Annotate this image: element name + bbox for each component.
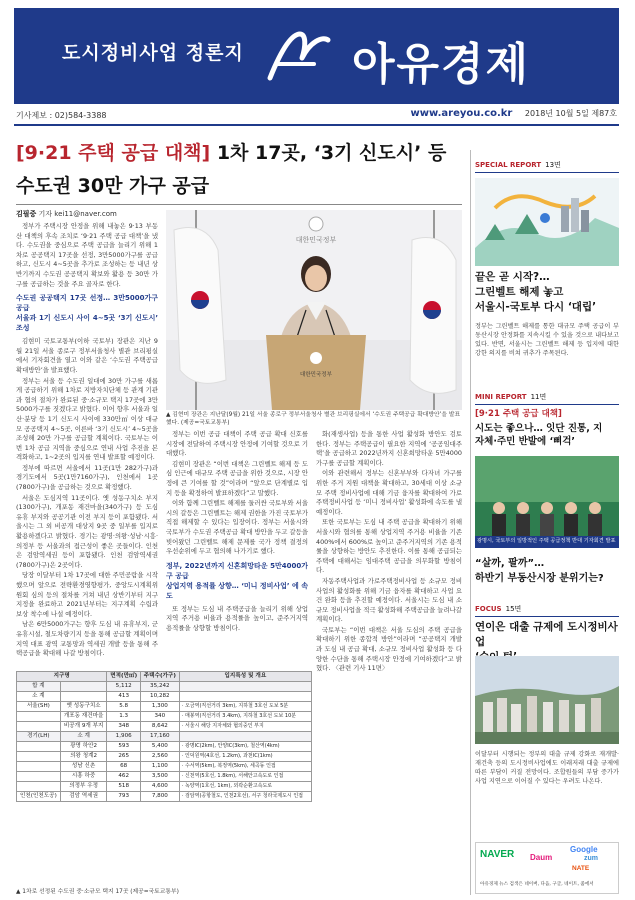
table-note-cell: · 수서역(5km), 복정역(5km), 세곡동 인접 (179, 762, 311, 772)
table-cell: 시흥 하중 (60, 772, 107, 782)
briefing-photo-illustration (166, 210, 462, 410)
table-caption: ▲ 1차로 선정된 수도권 중·소규모 택지 17곳 (제공=국토교통부) (16, 889, 179, 895)
article-paragraph: 김현미 국토교통부(이하 국토부) 장관은 지난 9월 21일 서울 종로구 정부서울청사 별관 브리핑실에서 기자회견을 열고 이와 같은 ‘수도권 주택공급 확대방안’을 발표했다. (16, 337, 158, 374)
table-cell: 413 (107, 692, 140, 702)
table-cell: 265 (107, 752, 140, 762)
mini-report-headline (475, 408, 619, 449)
table-cell: 5,112 (107, 682, 140, 692)
table-row (17, 702, 312, 712)
site-url[interactable]: www.areyou.co.kr (410, 108, 513, 119)
tip-phone: 기사제보 : 02)584-3388 (16, 111, 107, 120)
mini-report-headline-line: 자체·주민 반발에 ‘삐걱’ (475, 436, 576, 447)
reporter-contact: 기자 kei11@naver.com (36, 210, 117, 218)
masthead-rule (14, 124, 619, 126)
article-subhead-line: 수도권 공공택지 17곳 선정… 3만5000가구 공급 (16, 294, 158, 313)
table-row (17, 762, 312, 772)
table-cell: 1,300 (140, 702, 179, 712)
table-cell: 의정부 우정 (60, 782, 107, 792)
table-cell: 7,800 (140, 792, 179, 802)
table-note-cell (179, 682, 311, 692)
headline-tag: [9·21 주택 공급 대책] (16, 142, 211, 164)
focus-rule (475, 616, 619, 617)
table-note-cell: · 광명IC(2km), 안양IC(3km), 철산역(4km) (179, 742, 311, 752)
naver-logo: NAVER (480, 849, 515, 860)
table-note-cell (179, 692, 311, 702)
table-cell (17, 712, 61, 722)
special-report-headline-line: 끝은 곧 시작?… (475, 271, 550, 283)
headline-rule (16, 204, 462, 205)
headline-line2: 수도권 30만 가구 공급 (16, 175, 210, 197)
article-paragraph: 또 정부는 도심 내 주택공급을 늘리기 위해 상업지역 주거용 비율과 용적률을 높이고, 준주거지역 용적률을 상향할 방침이다. (166, 604, 308, 632)
article-paragraph: 또한 국토부는 도심 내 주택 공급을 확대하기 위해 서울시와 협의를 통해 상업지역 주거용 비율을 기존 400%에서 600%로 높이고 준주거지역의 기존 용적률을 상향하는 방안도 추진한다. 이를 통해 공급되는 주택에 대해서는 임대주택 공급을 의무화할 방침이다. (316, 518, 462, 575)
table-header: 면적(만㎡) (107, 672, 140, 682)
masthead (14, 8, 619, 104)
table-cell: 4,600 (140, 782, 179, 792)
table-cell: 793 (107, 792, 140, 802)
mini-report-headline-line: 시도는 좋으나… 잇단 진통, 지 (475, 422, 603, 434)
table-cell: 518 (107, 782, 140, 792)
table-cell: 의왕 청계2 (60, 752, 107, 762)
table-cell: 10,282 (140, 692, 179, 702)
table-cell: 개포동 재건마을 (60, 712, 107, 722)
table-note-cell: · 녹양역(1호선, 1km), 외곽순환고속도로 (179, 782, 311, 792)
table-cell (17, 782, 61, 792)
table-note-cell: · 매봉역(직선거리 3.4km), 지하철 3호선 도보 10분 (179, 712, 311, 722)
masthead-subtitle: 도시정비사업 정론지 (62, 42, 244, 64)
city-map-illustration (475, 178, 619, 266)
special-report-rule (475, 172, 619, 173)
table-row (17, 692, 312, 702)
article-paragraph: 정부는 서울 등 수도권 일대에 30만 가구를 새롭게 공급하기 위해 1차로 지방자치단체 등 관계 기관과 협의 절차가 완료된 중·소규모 택지 17곳에 3만5000가구를 짓겠다고 밝혔다. 이어 향후 서울과 일산·분당 등 1기 신도시 사이에 330만㎡ 이상 대규모 공공택지 4~5곳, 이른바 ‘3기 신도시’ 4~5곳을 조성해 20만 가구를 공급할 계획이다. 국토부는 이번 1차 공급 지역을 중심으로 연내 사업 추진을 본격화하고, 1~2곳의 입지를 연내 발표할 예정이다. (16, 376, 158, 462)
table-cell: 경기(LH) (17, 732, 61, 742)
table-note-cell: · 인덕원역(4호선, 1.2km), 과천IC(1km) (179, 752, 311, 762)
article-paragraph: 국토부는 “이번 대책은 서울 도심의 주택 공급을 확대하기 위한 종합적 방안”이라며 “공공택지 개발과 도심 내 공급 확대, 소규모 정비사업 활성화 등 다양한 수단을 통해 주택시장 안정에 기여하겠다”고 밝혔다. 〈관련 기사 11면〉 (316, 625, 462, 673)
article-subhead-line: 상업지역 용적률 상향… ‘미니 정비사업’ 에 속도 (166, 581, 308, 600)
focus-page: 15면 (505, 605, 522, 613)
table-cell: 348 (107, 722, 140, 732)
article-paragraph: 자동주택사업과 가로주택정비사업 등 소규모 정비사업의 활성화를 위해 기금 융자를 확대하고 사업 요건 완화 등을 추진할 예정이다. 서울시는 도심 내 소규모 정비사업을 적극 활성화해 주택공급을 늘려나갈 계획이다. (316, 576, 462, 624)
podium-label: 대한민국정부 (300, 372, 332, 378)
table-cell: 35,242 (140, 682, 179, 692)
table-note-cell: · 검암역(공항철도, 인천2호선), 서구 청라국제도시 인접 (179, 792, 311, 802)
table-cell: 검암 역세권 (60, 792, 107, 802)
article-paragraph: 남은 6만5000가구는 향후 도심 내 유휴부지, 군 유휴시설, 철도차량기지 등을 통해 공급할 계획이며 지역 대표 광역 교통망과 역세권 개발 등을 통해 주택공급을 확대해 나갈 방침이다. (16, 620, 158, 658)
market-quote (475, 556, 619, 586)
article-subhead-line: 서울과 1기 신도시 사이 4~5곳 ‘3기 신도시’ 조성 (16, 314, 158, 333)
table-note-cell: · 신천역(5호선, 1.8km), 서해안고속도로 인접 (179, 772, 311, 782)
article-column-2 (166, 430, 308, 668)
table-note-cell: · 서울시 해당 지자체와 협의중인 부지 (179, 722, 311, 732)
google-logo: Google (570, 845, 598, 854)
mini-report-photo-caption: 광명시, 국토부의 일방적인 주택 공급정책 반대 기자회견 발표 (477, 538, 616, 544)
table-note-cell (179, 732, 311, 742)
main-photo (166, 210, 462, 410)
focus-summary: 이달부터 시행되는 정부의 대출 규제 강화로 재개발·재건축 등의 도시정비사업에도 이래저래 대출 규제에 따른 부담이 커질 전망이다. 조합원들의 부담 증가가 사업 지연으로 이어질 수 있다는 우려도 나온다. (475, 751, 619, 785)
article-column-3 (316, 430, 462, 894)
site-table-grid (16, 671, 312, 802)
byline (16, 209, 117, 219)
table-cell (17, 752, 61, 762)
table-row (17, 732, 312, 742)
reporter-name: 김필중 (16, 210, 37, 218)
press-conference-illustration (475, 456, 619, 548)
table-cell (60, 692, 107, 702)
table-cell: 593 (107, 742, 140, 752)
mini-report-tag: [9·21 주택 공급 대책] (475, 409, 562, 419)
special-report-image (475, 178, 619, 266)
article-paragraph: 당장 이달부터 1차 17곳에 대한 주민공람을 시작했으며 앞으로 전략환경영향평가, 중앙도시계획위원회 심의 등의 절차를 거쳐 내년 상반기부터 지구 지정을 완료하고 2021년부터는 지구계획 수립과 보상 착수에 나설 예정이다. (16, 571, 158, 618)
apartment-complex-illustration (475, 656, 619, 744)
mini-report-page: 11면 (530, 393, 547, 401)
focus-title: FOCUS (475, 605, 502, 613)
article-paragraph: 정부는 이번 공급 대책이 주택 공급 확대 신호를 시장에 전달하여 주택시장 안정에 기여할 것으로 기대했다. (166, 430, 308, 458)
nate-logo: NATE (572, 865, 590, 872)
daum-logo: Daum (530, 853, 553, 862)
ayu-logo-icon (262, 28, 334, 84)
article-paragraph: 서울은 도심지역 11곳이다. 옛 성동구치소 부지(1300가구), 개포동 재건마을(340가구) 등 도심 유휴 부지와 공공기관 이전 부지 등이 포함됐다. 서울시는 그 외 비공개 대상지 9곳 중 일부를 입지로 활용하겠다고 밝혔다. 경기는 광명·의왕·성남·시흥·의정부 등 서울과의 접근성이 좋은 곳들이다. 인천은 검암역세권 등이 포함됐다. 인천 검암역세권(7800가구)은 2곳이다. (16, 493, 158, 569)
table-note-cell: · 오금역(직선거리 3km), 지하철 3호선 도보 5분 (179, 702, 311, 712)
article-subhead-line: 정부, 2022년까지 신혼희망타운 5만4000가구 공급 (166, 561, 308, 580)
issue-date: 2018년 10월 5일 제87호 (524, 109, 617, 118)
backdrop-label: 대한민국정부 (295, 236, 337, 244)
table-row (17, 772, 312, 782)
article-subhead (166, 561, 308, 601)
table-cell (60, 682, 107, 692)
table-cell: 성남 신촌 (60, 762, 107, 772)
special-report-title: SPECIAL REPORT (475, 161, 542, 169)
special-report-headline (475, 270, 619, 315)
table-cell: 5,400 (140, 742, 179, 752)
table-cell: 비공개 9개 부지 (60, 722, 107, 732)
table-cell (17, 762, 61, 772)
zum-logo: zum (584, 855, 598, 862)
article-paragraph: 이와 함께 그린벨트 해제를 둘러싼 국토부와 서울시의 갈등은 그린벨트는 해제 권한을 가진 국토부가 직접 해제할 수 있다는 입장이다. 정부는 서울시와 국토부가 수도권 주택공급 확대 방안을 두고 갈등을 빚어왔던 그린벨트 해제 문제를 국가 정책 결정의 우선순위에 두고 협의해 나가기로 했다. (166, 499, 308, 556)
table-header: 지구명 (17, 672, 107, 682)
special-report-summary: 정부는 그린벨트 해제를 통한 대규모 주택 공급이 부동산시장 안정화를 지속시킬 수 있을 것으로 내다보고 있다. 반면, 서울시는 그린벨트 해제 등 입지에 대한 강한 의지를 비쳐 귀추가 주목된다. (475, 323, 619, 357)
table-cell (17, 742, 61, 752)
headline (16, 138, 466, 202)
table-row (17, 682, 312, 692)
table-row (17, 792, 312, 802)
special-report-headline-line: 서울시-국토부 다시 ‘대립’ (475, 301, 597, 313)
article-paragraph: 정부가 주택시장 안정을 위해 내놓은 9·13 부동산 대책의 후속 조치로 ‘9·21 주택 공급 대책’을 냈다. 수도권을 중심으로 주택 공급을 늘리기 위해 1차로 공공택지 17곳을 선정, 3만5000가구를 공급하고, 신도시 4~5곳을 추가로 조성하는 등 내년 상반기까지 수도권 공공택지 확보와 활용 등 30만 가구를 공급하는 것을 주요 골자로 한다. (16, 222, 158, 288)
table-cell: 462 (107, 772, 140, 782)
special-report-headline-line: 그린벨트 해제 놓고 (475, 286, 564, 298)
table-cell: 17,160 (140, 732, 179, 742)
mini-report-label (475, 392, 546, 402)
table-cell: 광명 하안2 (60, 742, 107, 752)
article-paragraph: 김현미 장관은 “이번 대책은 그린벨트 해제 등 도심 인근에 대규모 주택 공급을 위한 것으로, 시장 안정에 큰 기여를 할 것”이라며 “앞으로 단계별로 입지 등을 확정하여 발표하겠다”고 말했다. (166, 459, 308, 497)
table-cell: 소 계 (60, 732, 107, 742)
ad-text: 아유경제 뉴스 검색은 네이버, 다음, 구글, 네이트, 줌에서 (480, 882, 594, 887)
masthead-title: 아유경제 (352, 39, 531, 90)
mini-report-title: MINI REPORT (475, 393, 527, 401)
table-cell: 인천(인천도공) (17, 792, 61, 802)
meta-row (14, 108, 619, 122)
meta-right (411, 108, 617, 119)
table-cell (17, 722, 61, 732)
article-subhead (16, 293, 158, 333)
table-cell: 8,642 (140, 722, 179, 732)
podium (266, 335, 366, 410)
sidebar-divider (470, 150, 471, 895)
article-paragraph: 정부에 따르면 서울에서 11곳(1만 282가구)과 경기도에서 5곳(1만7160가구), 인천에서 1곳(7800가구)을 공급하는 것으로 확정했다. (16, 463, 158, 492)
special-report-page: 13면 (545, 161, 561, 169)
table-header-row (17, 672, 312, 682)
portal-search-ad[interactable] (475, 842, 619, 894)
table-row (17, 742, 312, 752)
mini-report-rule (475, 404, 619, 405)
article-column-1 (16, 222, 158, 666)
table-cell: 68 (107, 762, 140, 772)
focus-photo (475, 656, 619, 744)
table-cell: 서울(SH) (17, 702, 61, 712)
headline-line1-rest: 1차 17곳, ‘3기 신도시’ 등 (210, 142, 447, 164)
table-row (17, 722, 312, 732)
article-paragraph: 이와 관련해서 정부는 신혼부부와 다자녀 가구를 위한 주거 지원 대책을 확대하고, 30세대 이상 소규모 주택 정비사업에 대해 기금 융자를 확대하여 가로주택정비사업 등 ‘미니 정비사업’ 활성화에 속도를 낼 예정이다. (316, 469, 462, 516)
headline-line1 (16, 138, 466, 168)
table-row (17, 712, 312, 722)
table-header: 주택수(가구) (140, 672, 179, 682)
table-cell: 1.3 (107, 712, 140, 722)
table-row (17, 752, 312, 762)
mini-report-photo (475, 456, 619, 548)
table-cell: 1,100 (140, 762, 179, 772)
table-header: 입지특성 및 개요 (179, 672, 311, 682)
market-quote-line: 하반기 부동산시장 분위기는? (475, 573, 604, 584)
table-cell (17, 772, 61, 782)
table-row (17, 782, 312, 792)
focus-headline-line: 연이은 대출 규제에 도시정비사업 (475, 621, 618, 648)
site-table (16, 671, 312, 802)
article-paragraph: 화(재생사업) 등을 통한 사업 활성화 방안도 검토한다. 정부는 주택공급이 필요한 지역에 ‘공공임대주택’을 공급하고 2022년까지 신혼희망타운 5만4000가구를 공급할 계획이다. (316, 430, 462, 467)
table-cell: 합 계 (17, 682, 61, 692)
table-cell: 3,500 (140, 772, 179, 782)
photo-caption: ▲ 김현미 장관은 지난달(9월) 21일 서울 종로구 정부서울청사 별관 브리핑실에서 ‘수도권 주택공급 확대방안’을 발표했다. (제공=국토교통부) (166, 412, 461, 426)
table-cell: 2,560 (140, 752, 179, 762)
table-cell: 340 (140, 712, 179, 722)
table-cell: 소 계 (17, 692, 61, 702)
table-cell: 1,906 (107, 732, 140, 742)
table-cell: 옛 성동구치소 (60, 702, 107, 712)
focus-label (475, 604, 521, 614)
market-quote-line: “살까, 팔까”… (475, 558, 545, 569)
table-cell: 5.8 (107, 702, 140, 712)
special-report-label (475, 160, 561, 170)
